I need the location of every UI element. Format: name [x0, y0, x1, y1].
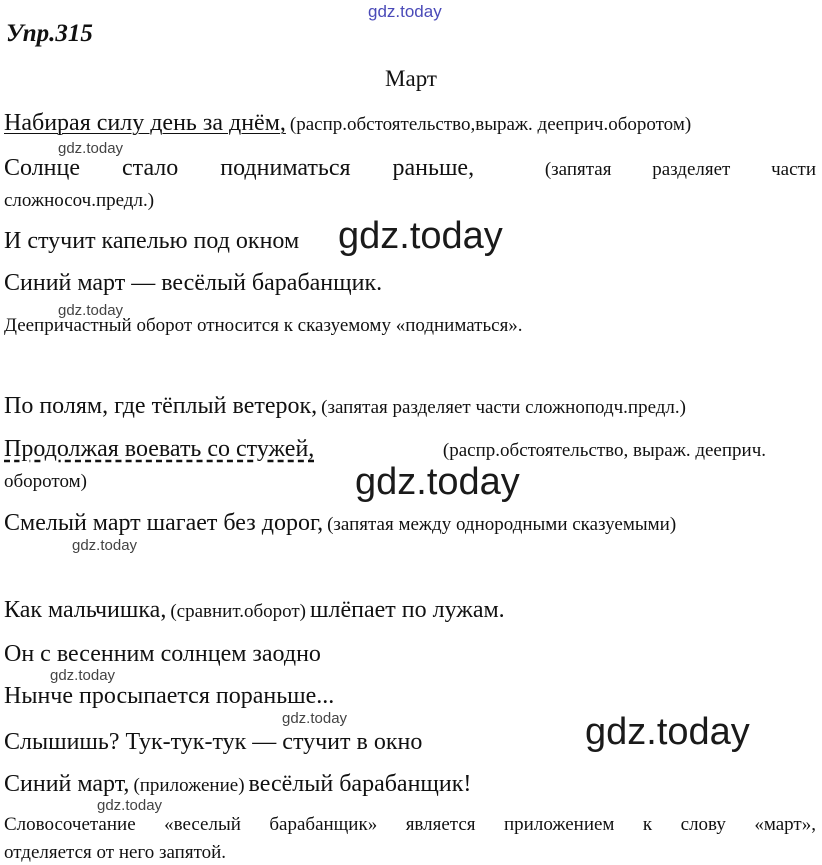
watermark-small: gdz.today: [58, 140, 124, 157]
line-text: Набирая силу день за днём,: [4, 110, 286, 136]
line-text: весёлый барабанщик!: [248, 771, 472, 797]
line-text: Смелый март шагает без дорог,: [4, 510, 324, 536]
watermark-large: gdz.today: [338, 215, 503, 257]
poem-line-4: Синий март — весёлый барабанщик.: [4, 270, 383, 296]
watermark-large: gdz.today: [585, 711, 750, 753]
poem-line-8: [4, 597, 505, 624]
watermark-small: gdz.today: [58, 302, 124, 319]
poem-line-11: Слышишь? Тук-тук-тук — стучит в окно: [4, 729, 423, 755]
line-text: [4, 155, 492, 182]
poem-line-6: [4, 436, 766, 463]
grammar-note: (запятая разделяет части: [544, 159, 816, 180]
grammar-note: (запятая между однородными сказуемыми): [327, 514, 677, 535]
watermark-small: gdz.today: [72, 537, 138, 554]
line-words: Солнце стало подниматься раньше,: [4, 155, 475, 181]
poem-line-7: [4, 510, 676, 537]
poem-title: Март: [385, 66, 437, 91]
remark-2-continued: отделяется от него запятой.: [4, 842, 227, 863]
poem-line-2: [4, 155, 816, 182]
poem-line-3: И стучит капелью под окном: [4, 228, 300, 254]
grammar-note: (распр.обстоятельство,выраж. дееприч.оборотом): [289, 114, 692, 135]
line-text: Продолжая воевать со стужей,: [4, 436, 315, 462]
grammar-note-continued: оборотом): [4, 471, 87, 492]
remark-2: Словосочетание «веселый барабанщик» является приложением к слову «март»,: [4, 814, 816, 835]
poem-line-12: [4, 771, 471, 798]
watermark-small: gdz.today: [97, 797, 163, 814]
poem-line-9: Он с весенним солнцем заодно: [4, 641, 321, 667]
grammar-note: (запятая разделяет части сложноподч.предл.): [321, 397, 686, 418]
line-text: По полям, где тёплый ветерок,: [4, 393, 318, 419]
remark-1: Деепричастный оборот относится к сказуемому «подниматься».: [4, 315, 523, 336]
grammar-note: (распр.обстоятельство, выраж. дееприч.: [442, 440, 766, 461]
poem-line-10: Нынче просыпается пораньше...: [4, 683, 335, 709]
watermark-top: gdz.today: [368, 2, 442, 21]
grammar-note: (приложение): [133, 775, 245, 796]
poem-line-5: [4, 393, 686, 420]
line-text: Синий март,: [4, 771, 130, 797]
poem-line-1: [4, 110, 691, 137]
watermark-small: gdz.today: [282, 710, 348, 727]
grammar-note: (сравнит.оборот): [170, 601, 306, 622]
line-text: шлёпает по лужам.: [310, 597, 505, 623]
watermark-small: gdz.today: [50, 667, 116, 684]
exercise-number: Упр.315: [6, 20, 93, 47]
grammar-note-continued: сложносоч.предл.): [4, 190, 155, 211]
line-text: Как мальчишка,: [4, 597, 167, 623]
watermark-large: gdz.today: [355, 461, 520, 503]
